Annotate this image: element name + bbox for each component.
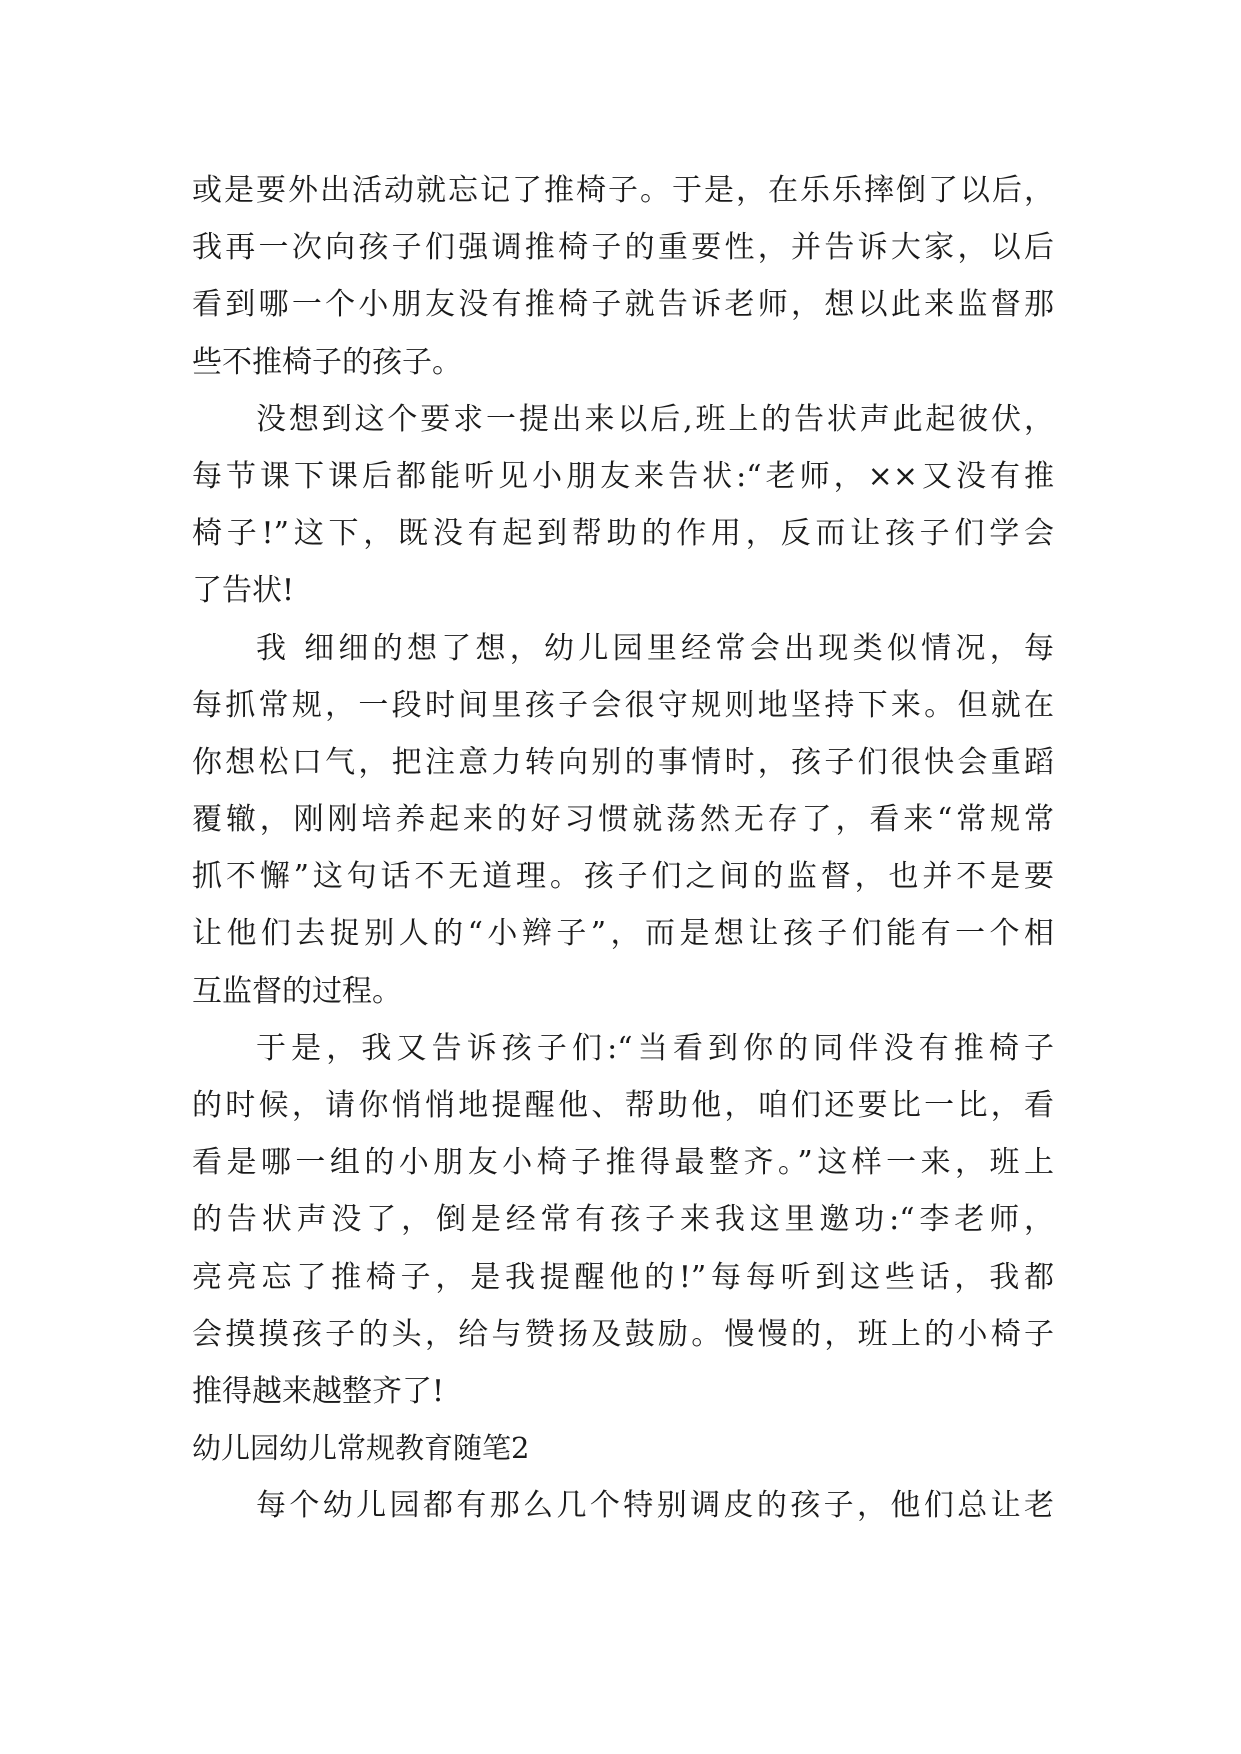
text-line: 推得越来越整齐了! bbox=[192, 1373, 445, 1409]
text-line: 些不推椅子的孩子。 bbox=[192, 344, 462, 380]
text-line: 我再一次向孩子们强调推椅子的重要性，并告诉大家，以后 bbox=[192, 230, 1054, 266]
text-line: 我 细细的想了想，幼儿园里经常会出现类似情况，每 bbox=[256, 630, 1054, 666]
text-line: 了告状! bbox=[192, 573, 295, 609]
text-line: 互监督的过程。 bbox=[192, 973, 402, 1009]
text-line: 会摸摸孩子的头，给与赞扬及鼓励。慢慢的，班上的小椅子 bbox=[192, 1316, 1054, 1352]
text-line: 每抓常规，一段时间里孩子会很守规则地坚持下来。但就在 bbox=[192, 687, 1054, 723]
text-line: 于是，我又告诉孩子们:“当看到你的同伴没有推椅子 bbox=[256, 1030, 1054, 1066]
text-line: 或是要外出活动就忘记了推椅子。于是，在乐乐摔倒了以后， bbox=[192, 173, 1054, 208]
paragraph-1 bbox=[192, 162, 1054, 391]
text-line: 看到哪一个小朋友没有推椅子就告诉老师，想以此来监督那 bbox=[192, 287, 1054, 323]
text-line: 每节课下课后都能听见小朋友来告状:“老师，××又没有推 bbox=[192, 458, 1054, 494]
section-title: 幼儿园幼儿常规教育随笔2 bbox=[192, 1431, 530, 1466]
paragraph-4 bbox=[192, 1020, 1054, 1420]
text-line: 的时候，请你悄悄地提醒他、帮助他，咱们还要比一比，看 bbox=[192, 1088, 1054, 1123]
text-line: 覆辙，刚刚培养起来的好习惯就荡然无存了，看来“常规常 bbox=[192, 802, 1054, 838]
text-line: 没想到这个要求一提出来以后,班上的告状声此起彼伏， bbox=[256, 401, 1054, 437]
text-line: 你想松口气，把注意力转向别的事情时，孩子们很快会重蹈 bbox=[192, 744, 1054, 780]
document-body bbox=[192, 162, 1054, 1535]
paragraph-3 bbox=[192, 620, 1054, 1020]
paragraph-2 bbox=[192, 391, 1054, 620]
text-line: 让他们去捉别人的“小辫子”，而是想让孩子们能有一个相 bbox=[192, 916, 1054, 952]
text-line: 看是哪一组的小朋友小椅子推得最整齐。”这样一来，班上 bbox=[192, 1145, 1054, 1181]
text-line: 亮亮忘了推椅子，是我提醒他的!”每每听到这些话，我都 bbox=[192, 1259, 1054, 1295]
text-line: 的告状声没了，倒是经常有孩子来我这里邀功:“李老师， bbox=[192, 1202, 1054, 1238]
text-line: 抓不懈”这句话不无道理。孩子们之间的监督，也并不是要 bbox=[192, 859, 1054, 895]
paragraph-5 bbox=[192, 1477, 1054, 1534]
text-line: 椅子!”这下，既没有起到帮助的作用，反而让孩子们学会 bbox=[192, 516, 1054, 552]
text-line: 每个幼儿园都有那么几个特别调皮的孩子，他们总让老 bbox=[256, 1488, 1054, 1524]
